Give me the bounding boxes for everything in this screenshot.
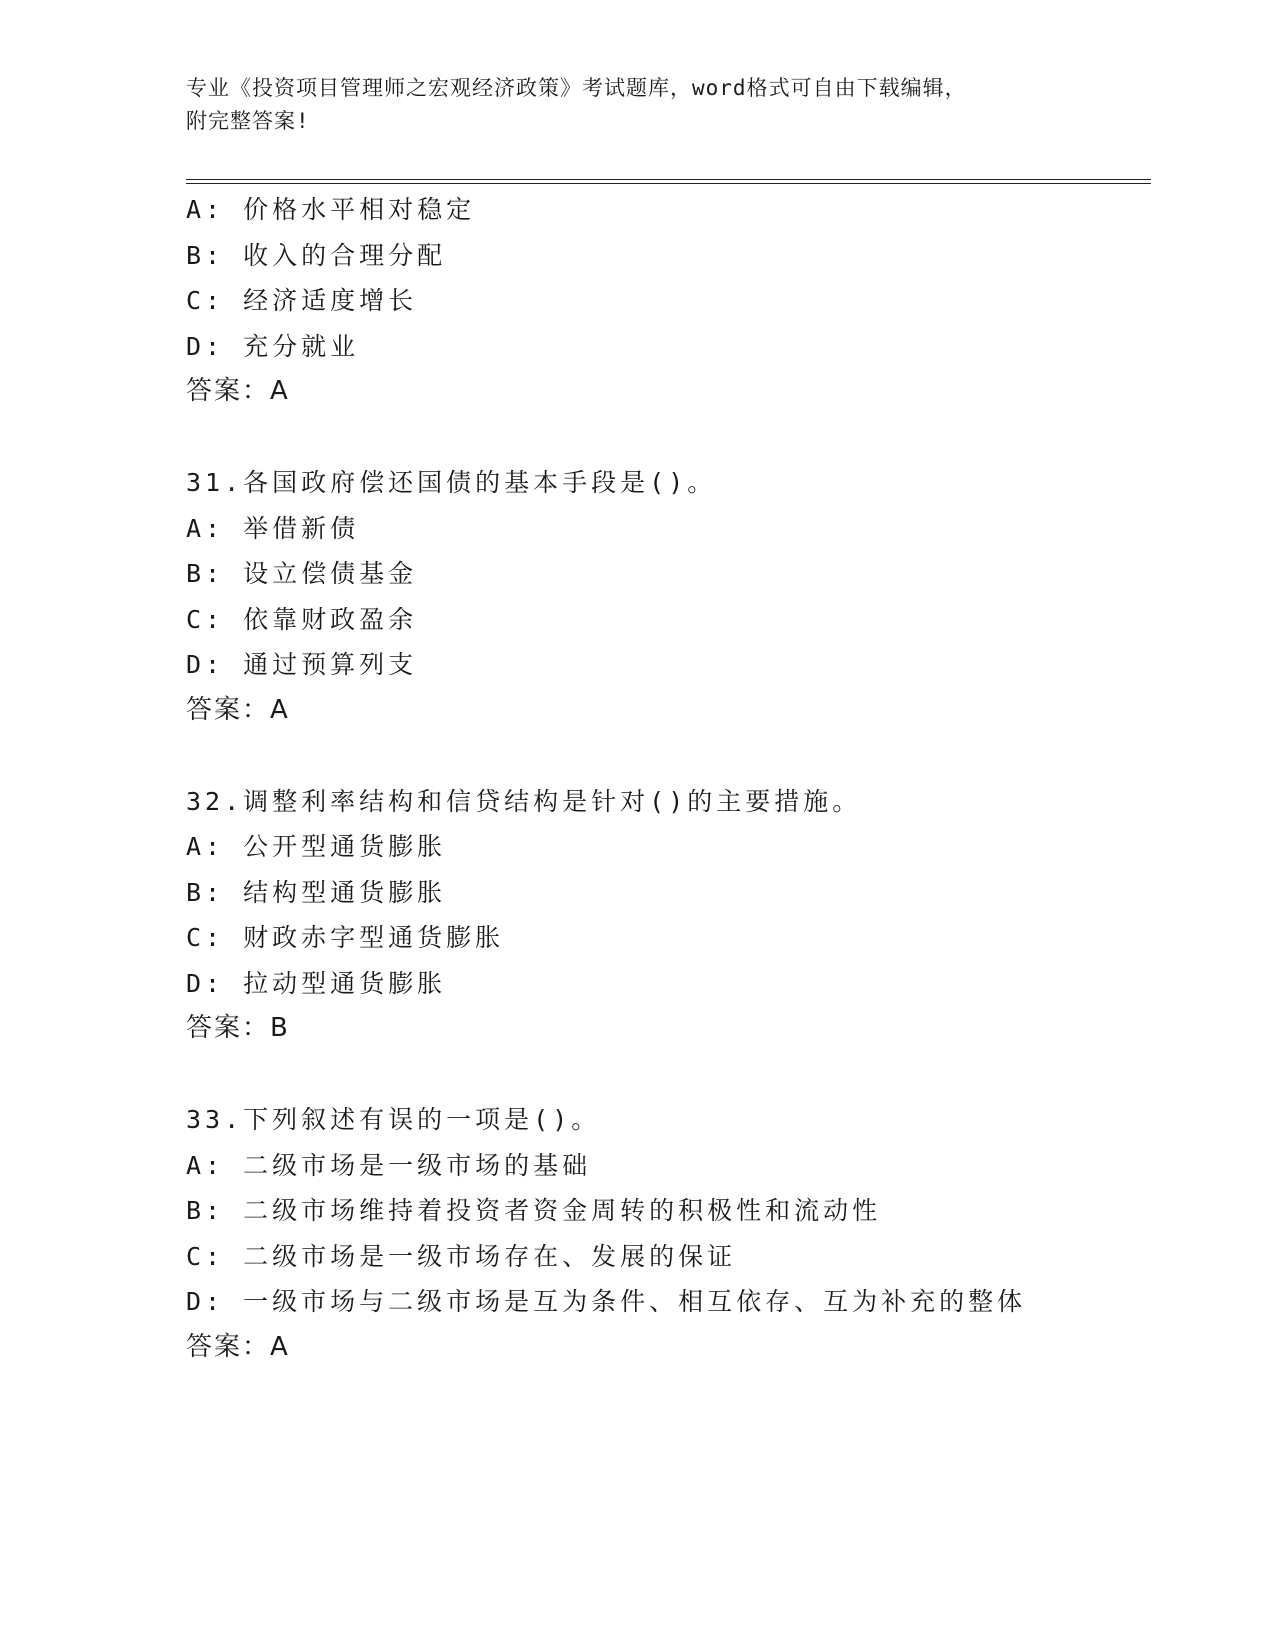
option-b: B: 二级市场维持着投资者资金周转的积极性和流动性 <box>186 1196 882 1225</box>
option-d: D: 充分就业 <box>186 331 360 361</box>
option-d: D: 一级市场与二级市场是互为条件、相互依存、互为补充的整体 <box>186 1287 1027 1316</box>
answer-label: 答案：A <box>186 1331 290 1362</box>
question-block-32 <box>186 779 1146 1052</box>
answer-label: 答案：A <box>186 376 290 406</box>
spacer <box>186 415 1146 461</box>
question-stem: 33.下列叙述有误的一项是()。 <box>186 1105 601 1134</box>
option-a: A: 二级市场是一级市场的基础 <box>186 1150 592 1180</box>
header-title-line-1: 专业《投资项目管理师之宏观经济政策》考试题库，word格式可自由下载编辑， <box>186 76 967 100</box>
question-stem: 31.各国政府偿还国债的基本手段是()。 <box>186 468 717 497</box>
option-b: B: 收入的合理分配 <box>186 240 447 270</box>
question-block-30 <box>186 187 1146 415</box>
header-title-line-2: 附完整答案! <box>186 109 310 133</box>
answer-label: 答案：B <box>186 1013 290 1043</box>
question-stem: 32.调整利率结构和信贷结构是针对()的主要措施。 <box>186 786 862 816</box>
option-d: D: 拉动型通货膨胀 <box>186 968 447 998</box>
option-b: B: 结构型通货膨胀 <box>186 877 447 907</box>
option-b: B: 设立偿债基金 <box>186 559 418 588</box>
spacer <box>186 1052 1146 1098</box>
option-a: A: 价格水平相对稳定 <box>186 195 476 224</box>
question-block-31 <box>186 460 1146 733</box>
option-c: C: 依靠财政盈余 <box>186 604 418 634</box>
option-a: A: 公开型通货膨胀 <box>186 832 447 861</box>
option-c: C: 财政赤字型通货膨胀 <box>186 923 505 952</box>
header-divider-bottom <box>186 183 1151 184</box>
option-d: D: 通过预算列支 <box>186 650 418 679</box>
question-block-33 <box>186 1097 1146 1370</box>
option-a: A: 举借新债 <box>186 513 360 543</box>
option-c: C: 经济适度增长 <box>186 286 418 315</box>
header-divider-top <box>186 179 1151 180</box>
question-list <box>186 187 1146 1370</box>
document-header <box>186 72 1086 138</box>
spacer <box>186 733 1146 779</box>
answer-label: 答案：A <box>186 694 290 725</box>
option-c: C: 二级市场是一级市场存在、发展的保证 <box>186 1241 737 1271</box>
